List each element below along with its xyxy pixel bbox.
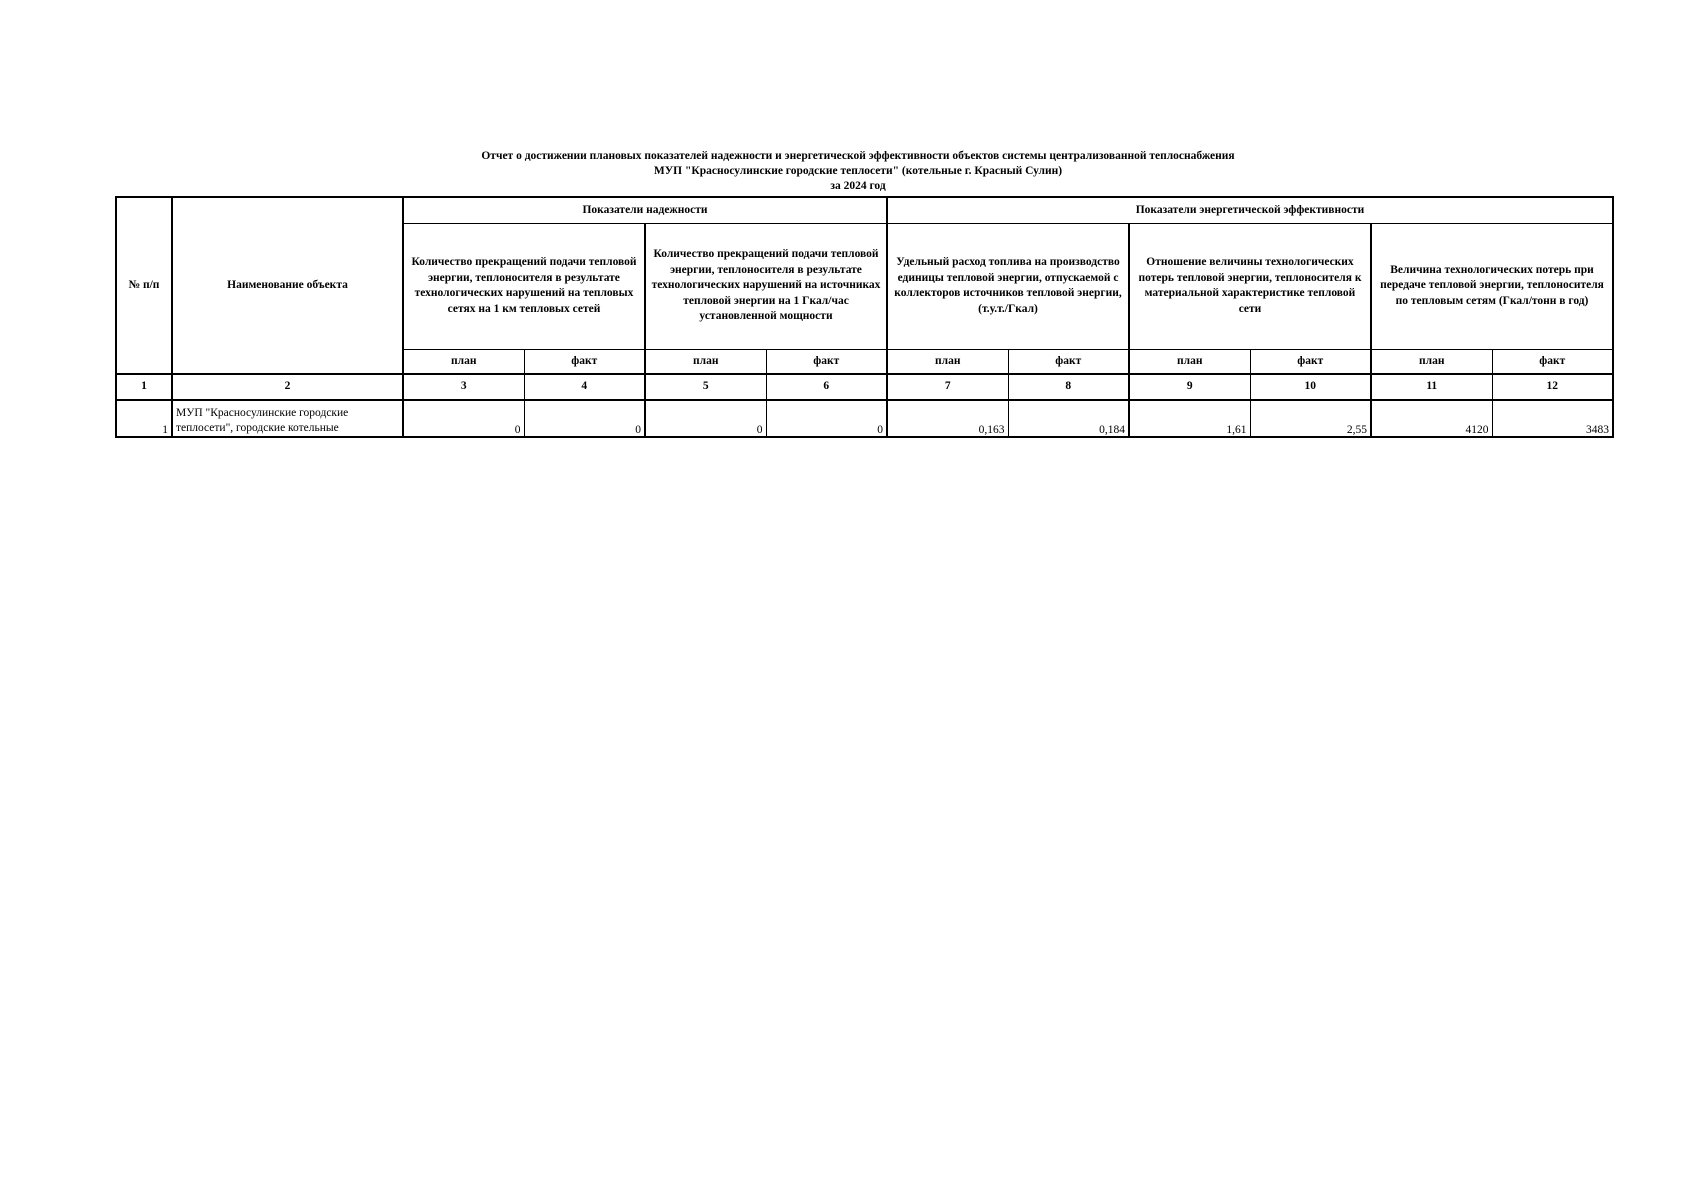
col-name-header: Наименование объекта [172,197,403,374]
indicator-4-header: Отношение величины технологических потерь тепловой энергии, теплоносителя к материальной характеристике тепловой сети [1129,223,1371,349]
value-cell: 0 [645,400,766,437]
value-cell: 3483 [1492,400,1613,437]
fact-header: факт [766,349,887,374]
report-title [115,149,1601,194]
value-cell: 0 [766,400,887,437]
plan-header: план [1129,349,1250,374]
plan-header: план [403,349,524,374]
plan-header: план [645,349,766,374]
fact-header: факт [524,349,645,374]
plan-header: план [887,349,1008,374]
indicator-3-header: Удельный расход топлива на производство единицы тепловой энергии, отпускаемой с коллекторов источников тепловой энергии, (т.у.т./Гкал) [887,223,1129,349]
indicator-1-header: Количество прекращений подачи тепловой энергии, теплоносителя в результате технологических нарушений на тепловых сетях на 1 км тепловых сетей [403,223,645,349]
value-cell: 0,184 [1008,400,1129,437]
col-number-cell: 10 [1250,374,1371,400]
col-number-cell: 7 [887,374,1008,400]
column-number-row [116,374,1613,400]
col-number-cell: 9 [1129,374,1250,400]
object-name-cell: МУП "Красносулинские городские теплосети", городские котельные [172,400,403,437]
value-cell: 4120 [1371,400,1492,437]
col-number-cell: 12 [1492,374,1613,400]
table-row [116,400,1613,437]
col-no-header: № п/п [116,197,172,374]
col-number-cell: 2 [172,374,403,400]
indicator-2-header: Количество прекращений подачи тепловой энергии, теплоносителя в результате технологических нарушений на источниках тепловой энергии на 1 Гкал/час установленной мощности [645,223,887,349]
value-cell: 0,163 [887,400,1008,437]
col-number-cell: 1 [116,374,172,400]
group-efficiency-header: Показатели энергетической эффективности [887,197,1613,223]
fact-header: факт [1008,349,1129,374]
value-cell: 1,61 [1129,400,1250,437]
value-cell: 0 [524,400,645,437]
header-row-groups [116,197,1613,223]
report-table [115,196,1614,438]
group-reliability-header: Показатели надежности [403,197,887,223]
col-number-cell: 5 [645,374,766,400]
col-number-cell: 6 [766,374,887,400]
title-line-1: Отчет о достижении плановых показателей надежности и энергетической эффективности объектов системы централизованной теплоснабжения [481,150,1235,162]
col-number-cell: 4 [524,374,645,400]
col-number-cell: 8 [1008,374,1129,400]
indicator-5-header: Величина технологических потерь при передаче тепловой энергии, теплоносителя по тепловым сетям (Гкал/тонн в год) [1371,223,1613,349]
title-line-2: МУП "Красносулинские городские теплосети" (котельные г. Красный Сулин) [653,165,1063,177]
value-cell: 2,55 [1250,400,1371,437]
fact-header: факт [1250,349,1371,374]
value-cell: 0 [403,400,524,437]
title-line-3: за 2024 год [830,180,886,192]
plan-header: план [1371,349,1492,374]
row-number-cell: 1 [116,400,172,437]
col-number-cell: 11 [1371,374,1492,400]
col-number-cell: 3 [403,374,524,400]
fact-header: факт [1492,349,1613,374]
